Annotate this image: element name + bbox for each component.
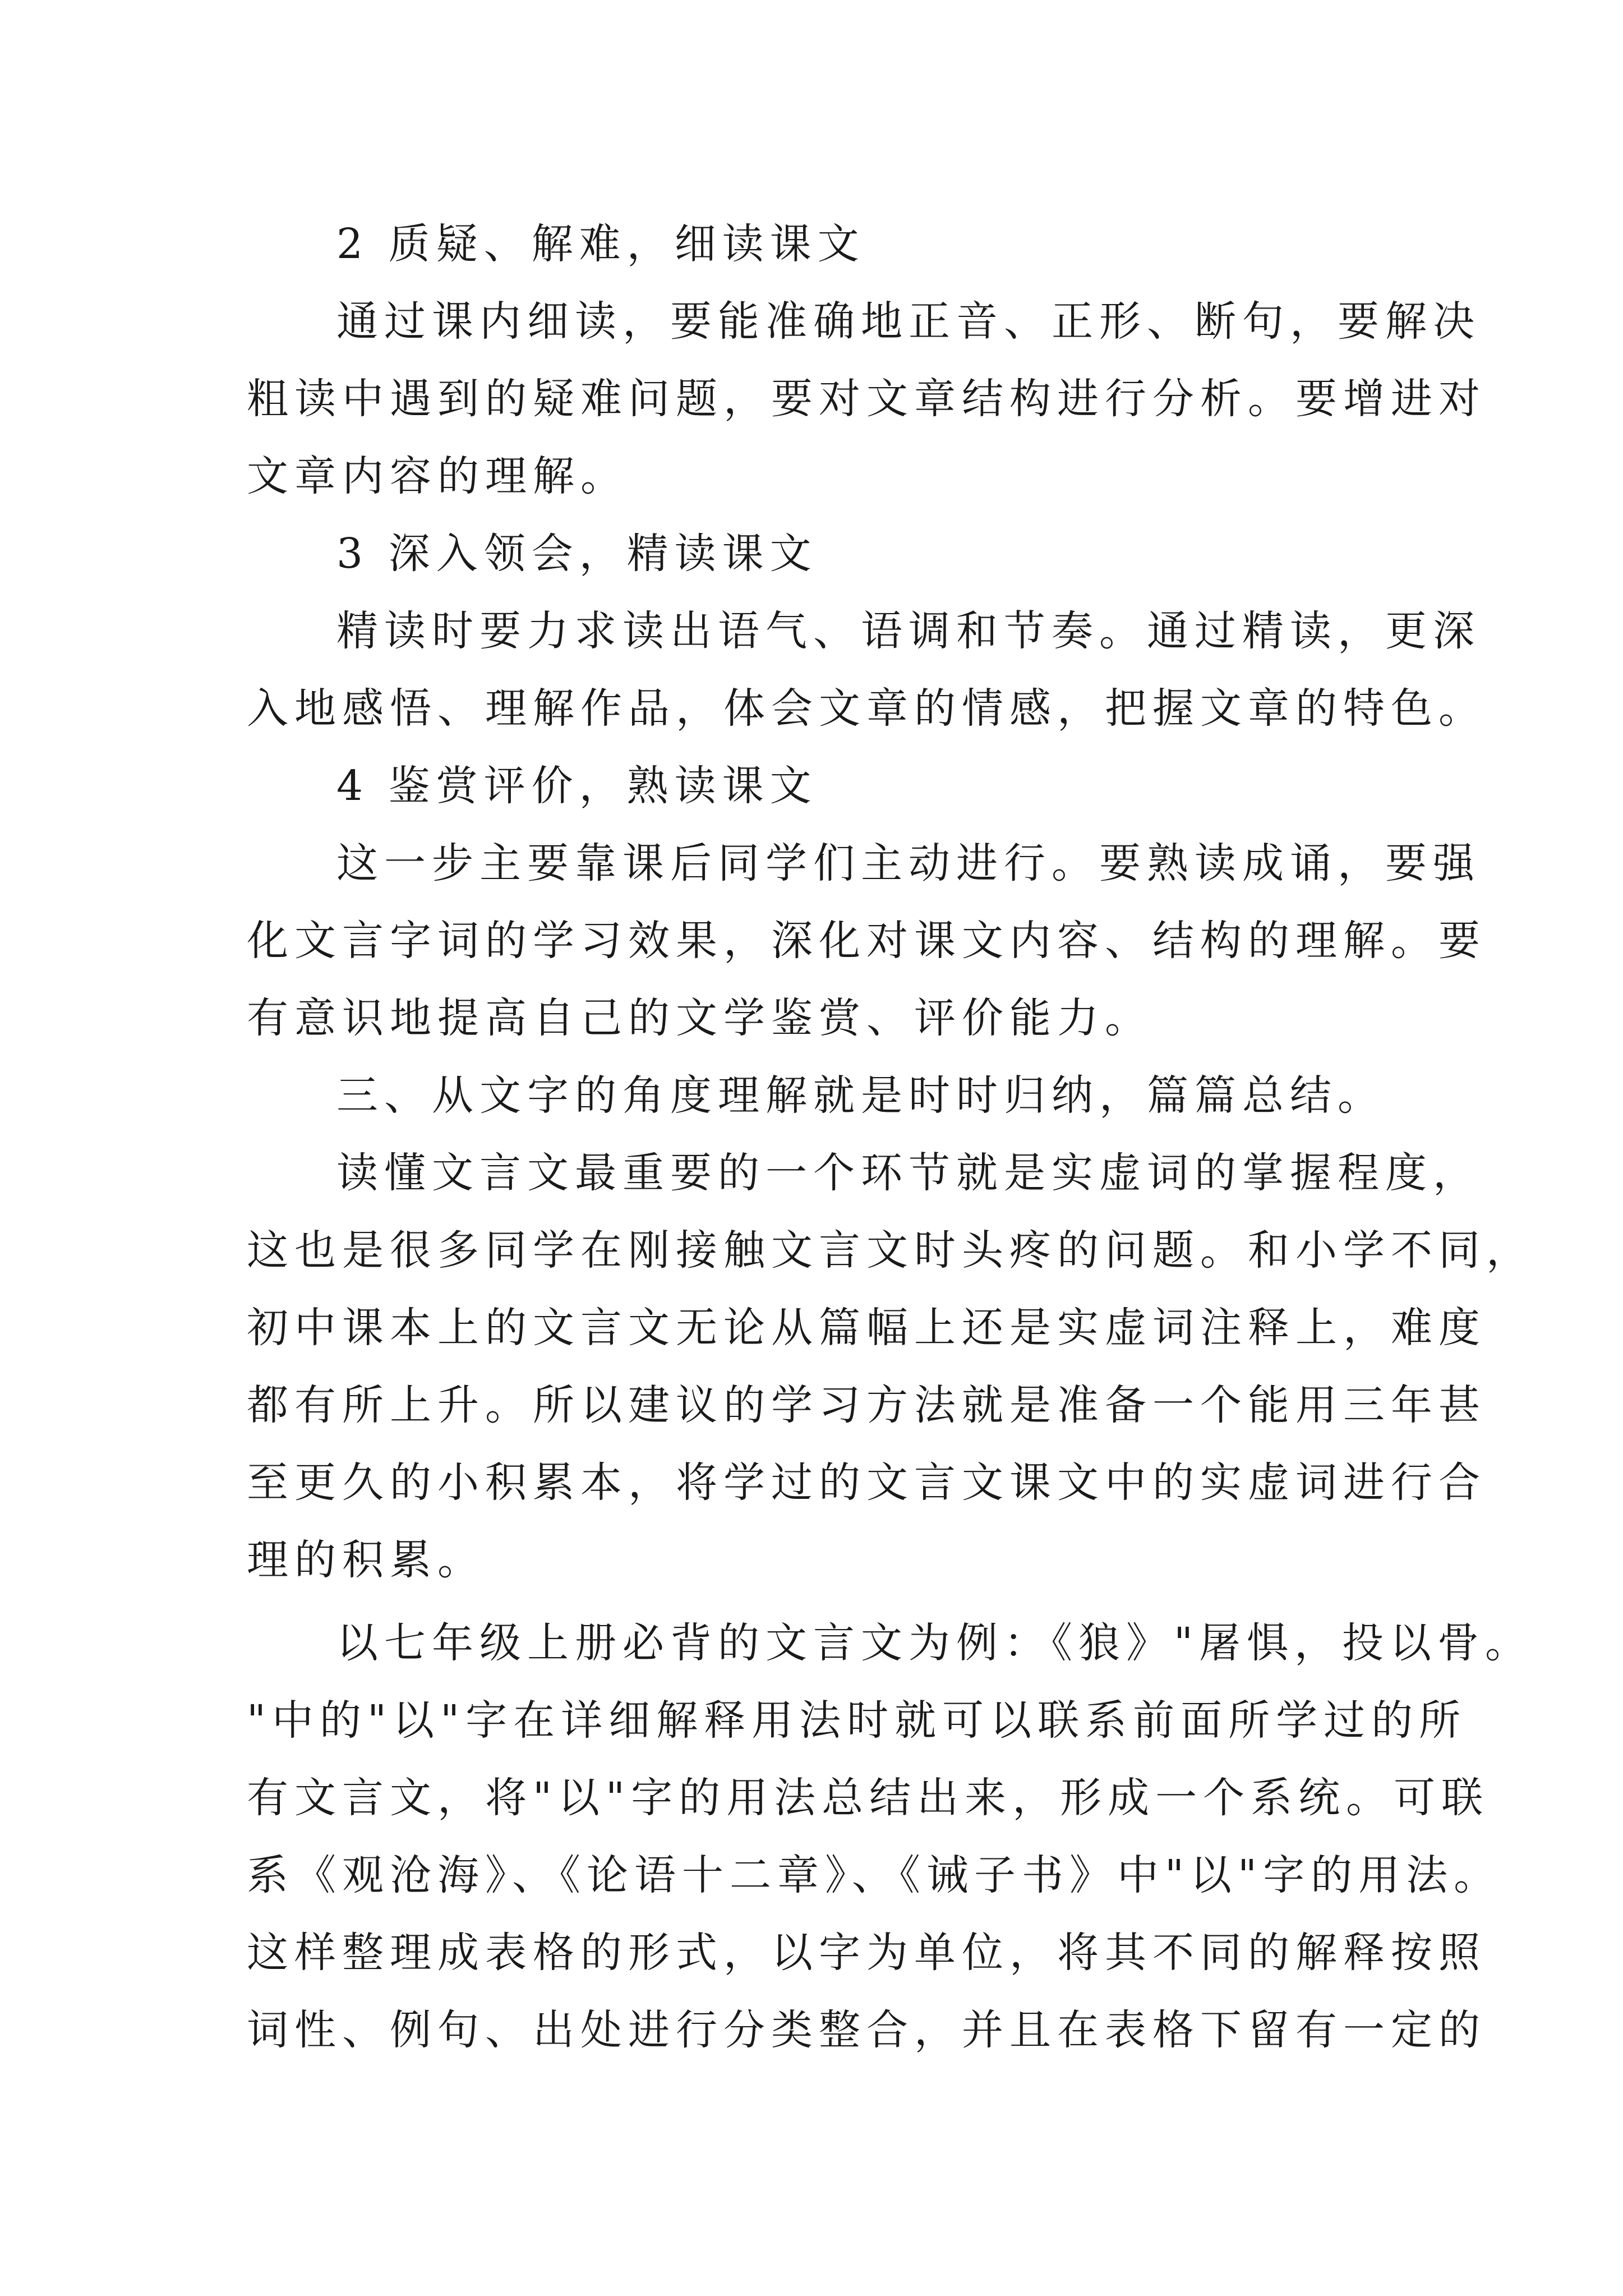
- paragraph-line: 有文言文，将"以"字的用法总结出来，形成一个系统。可联: [247, 1774, 1490, 1822]
- paragraph-line: 化文言字词的学习效果，深化对课文内容、结构的理解。要: [247, 917, 1486, 965]
- paragraph-line: 文章内容的理解。: [247, 452, 628, 500]
- paragraph-line: "中的"以"字在详细解释用法时就可以联系前面所学过的所: [247, 1696, 1467, 1745]
- paragraph-line: 这也是很多同学在刚接触文言文时头疼的问题。和小学不同，: [247, 1226, 1534, 1274]
- paragraph-line: 入地感悟、理解作品，体会文章的情感，把握文章的特色。: [247, 684, 1486, 733]
- paragraph-line: 读懂文言文最重要的一个环节就是实虚词的掌握程度，: [336, 1149, 1481, 1197]
- paragraph-line: 通过课内细读，要能准确地正音、正形、断句，要解决: [336, 297, 1481, 346]
- paragraph-line: 这一步主要靠课后同学们主动进行。要熟读成诵，要强: [336, 839, 1481, 887]
- paragraph-line: 初中课本上的文言文无论从篇幅上还是实虚词注释上，难度: [247, 1304, 1486, 1352]
- heading-step-2: 2 质疑、解难，细读课文: [336, 220, 865, 268]
- paragraph-line: 粗读中遇到的疑难问题，要对文章结构进行分析。要增进对: [247, 375, 1486, 423]
- paragraph-line: 系《观沧海》、《论语十二章》、《诫子书》中"以"字的用法。: [247, 1851, 1502, 1899]
- heading-step-3: 3 深入领会，精读课文: [336, 530, 818, 578]
- section-heading-3: 三、从文字的角度理解就是时时归纳，篇篇总结。: [336, 1071, 1385, 1120]
- heading-step-4: 4 鉴赏评价，熟读课文: [336, 762, 818, 810]
- paragraph-line: 理的积累。: [247, 1536, 485, 1584]
- paragraph-line: 这样整理成表格的形式，以字为单位，将其不同的解释按照: [247, 1929, 1486, 1977]
- paragraph-line: 有意识地提高自己的文学鉴赏、评价能力。: [247, 994, 1152, 1042]
- paragraph-line: 词性、例句、出处进行分类整合，并且在表格下留有一定的: [247, 2006, 1486, 2054]
- paragraph-line: 至更久的小积累本，将学过的文言文课文中的实虚词进行合: [247, 1458, 1486, 1507]
- paragraph-line: 都有所上升。所以建议的学习方法就是准备一个能用三年甚: [247, 1381, 1486, 1429]
- paragraph-line: 以七年级上册必背的文言文为例：《狼》"屠惧，投以骨。: [336, 1619, 1533, 1667]
- paragraph-line: 精读时要力求读出语气、语调和节奏。通过精读，更深: [336, 607, 1481, 655]
